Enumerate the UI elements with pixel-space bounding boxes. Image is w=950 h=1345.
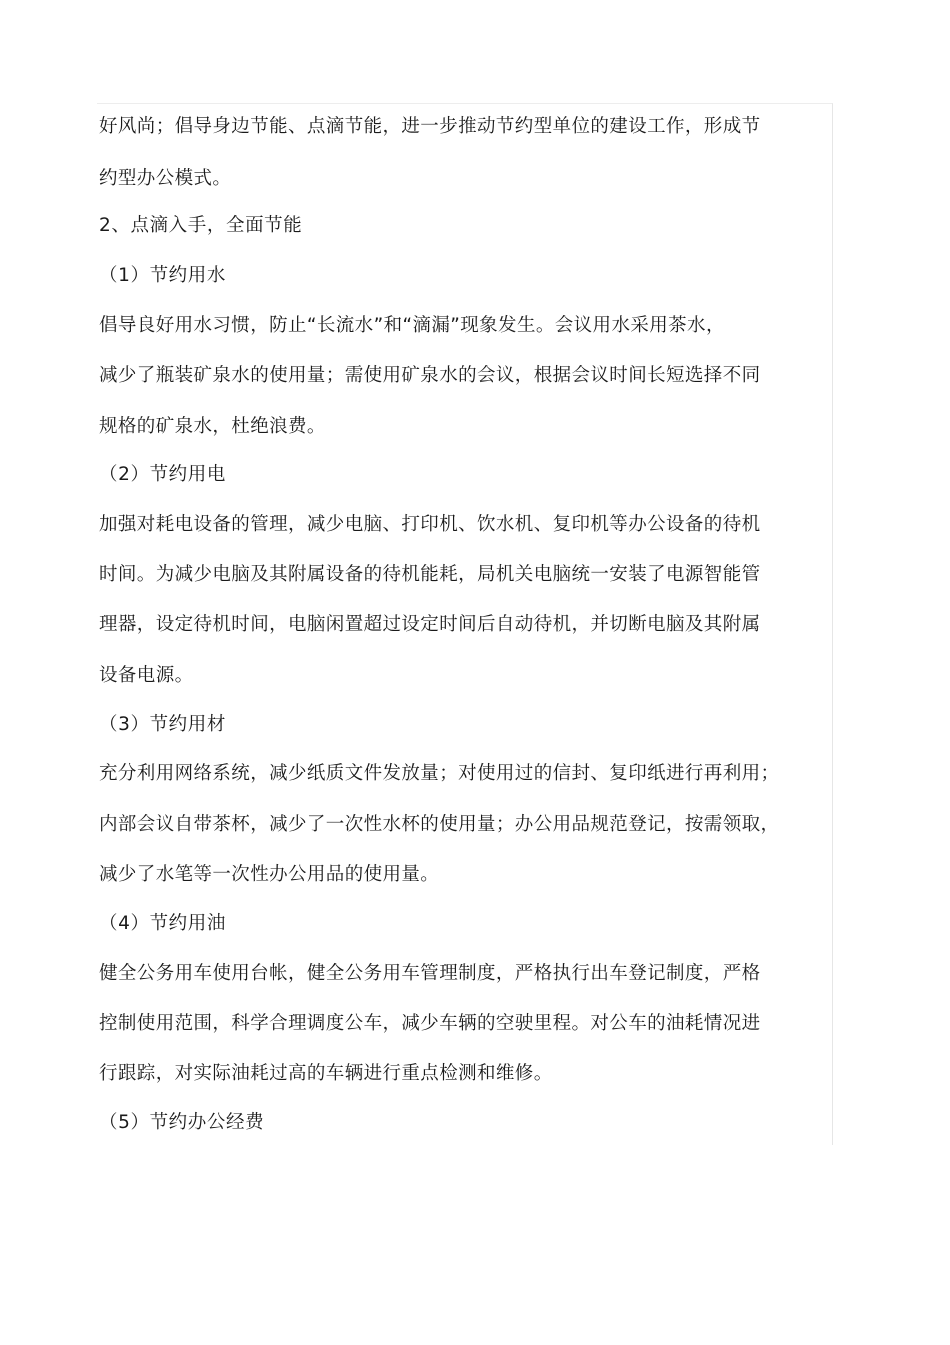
- paragraph-line: 减少了瓶装矿泉水的使用量；需使用矿泉水的会议，根据会议时间长短选择不同: [99, 365, 761, 386]
- paragraph-line: 充分利用网络系统，减少纸质文件发放量；对使用过的信封、复印纸进行再利用；: [99, 763, 780, 784]
- paragraph-line: 倡导良好用水习惯，防止“长流水”和“滴漏”现象发生。会议用水采用茶水，: [99, 315, 725, 336]
- paragraph-line: 健全公务用车使用台帐，健全公务用车管理制度，严格执行出车登记制度，严格: [99, 963, 761, 984]
- paragraph-line: 内部会议自带茶杯，减少了一次性水杯的使用量；办公用品规范登记，按需领取，: [99, 814, 780, 835]
- paragraph-line: 加强对耗电设备的管理，减少电脑、打印机、饮水机、复印机等办公设备的待机: [99, 514, 761, 535]
- paragraph-line: 好风尚；倡导身边节能、点滴节能，进一步推动节约型单位的建设工作，形成节: [99, 116, 761, 137]
- subsection-heading: （2）节约用电: [99, 464, 226, 485]
- subsection-heading: （5）节约办公经费: [99, 1112, 265, 1133]
- paragraph-line: 行跟踪，对实际油耗过高的车辆进行重点检测和维修。: [99, 1063, 553, 1084]
- paragraph-line: 控制使用范围，科学合理调度公车，减少车辆的空驶里程。对公车的油耗情况进: [99, 1013, 761, 1034]
- subsection-heading: （1）节约用水: [99, 265, 226, 286]
- paragraph-line: 规格的矿泉水，杜绝浪费。: [99, 416, 326, 437]
- paragraph-line: 时间。为减少电脑及其附属设备的待机能耗，局机关电脑统一安装了电源智能管: [99, 564, 761, 585]
- paragraph-line: 理器，设定待机时间，电脑闲置超过设定时间后自动待机，并切断电脑及其附属: [99, 614, 761, 635]
- subsection-heading: （4）节约用油: [99, 913, 226, 934]
- paragraph-line: 设备电源。: [99, 665, 194, 686]
- paragraph-line: 约型办公模式。: [99, 168, 232, 189]
- subsection-heading: （3）节约用材: [99, 714, 226, 735]
- section-heading: 2、点滴入手，全面节能: [99, 215, 303, 236]
- paragraph-line: 减少了水笔等一次性办公用品的使用量。: [99, 864, 440, 885]
